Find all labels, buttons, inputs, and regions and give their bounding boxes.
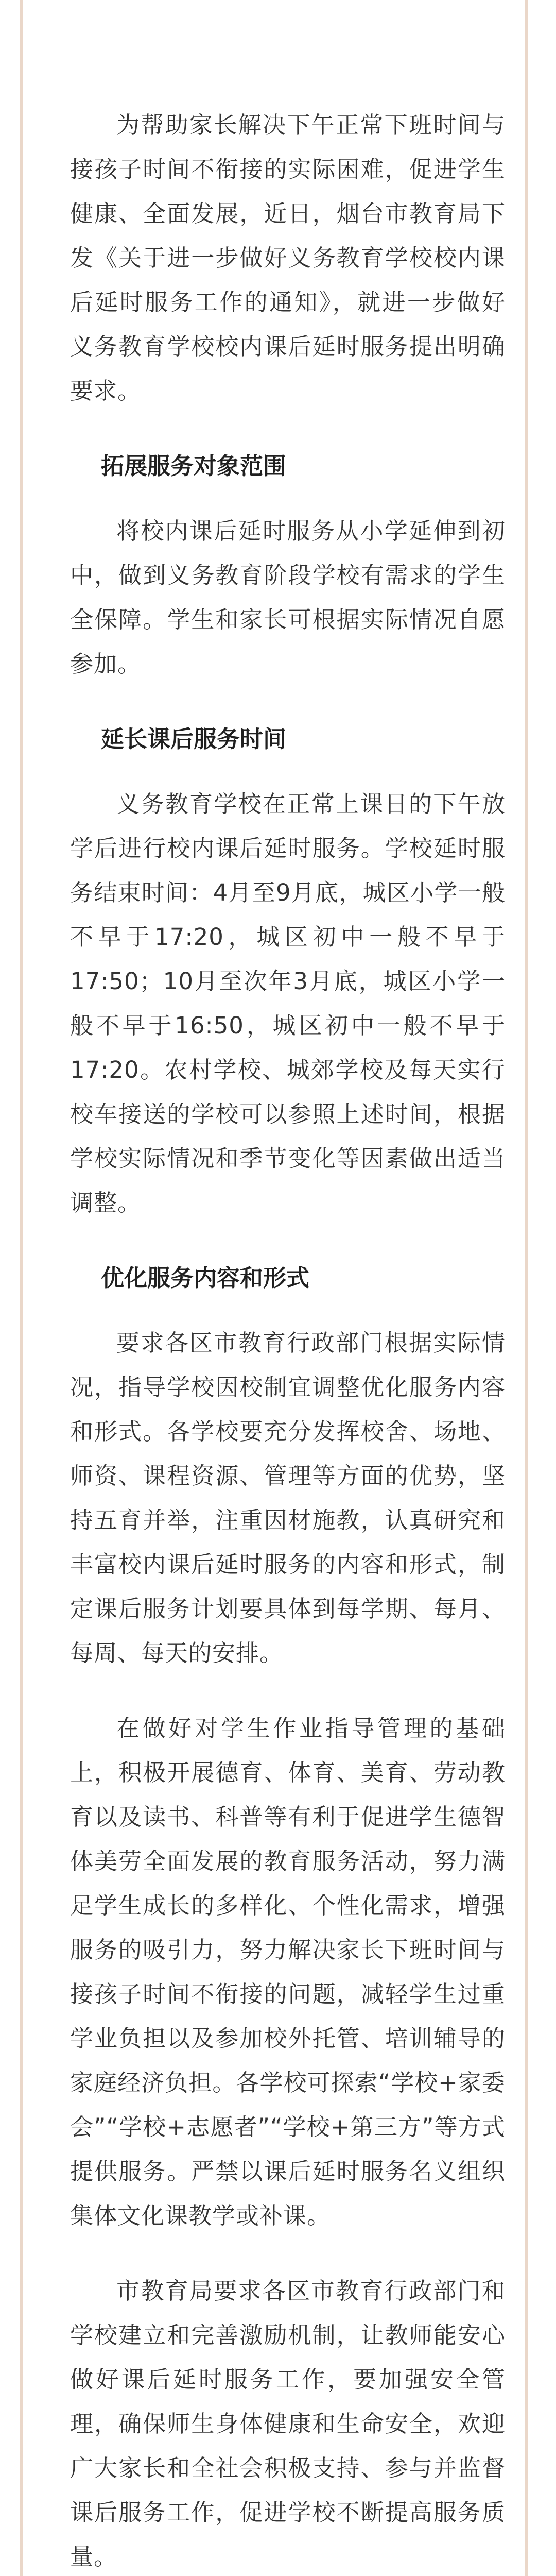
section-heading-time: 延长课后服务时间 [101,725,287,753]
section-paragraph-time: 义务教育学校在正常上课日的下午放学后进行校内课后延时服务。学校延时服务结束时间：4月至9月底，城区小学一般不早于17:20，城区初中一般不早于17:50；10月至次年3月底，城区小学一般不早于16:50，城区初中一般不早于17:20。农村学校、城郊学校及每天实行校车接送的学校可以参照上述时间，根据学校实际情况和季节变化等因素做出适当调整。 [70,790,506,1216]
section-heading-content: 优化服务内容和形式 [101,1264,310,1292]
section-paragraph-content-1: 要求各区市教育行政部门根据实际情况，指导学校因校制宜调整优化服务内容和形式。各学校要充分发挥校舍、场地、师资、课程资源、管理等方面的优势，坚持五育并举，注重因材施教，认真研究和丰富校内课后延时服务的内容和形式，制定课后服务计划要具体到每学期、每月、每周、每天的安排。 [70,1329,506,1667]
section-paragraph-content-3: 市教育局要求各区市教育行政部门和学校建立和完善激励机制，让教师能安心做好课后延时服务工作，要加强安全管理，确保师生身体健康和生命安全，欢迎广大家长和全社会积极支持、参与并监督课后服务工作，促进学校不断提高服务质量。 [70,2277,506,2570]
section-heading-scope: 拓展服务对象范围 [101,452,287,480]
article-body [70,103,506,2576]
section-paragraph-scope: 将校内课后延时服务从小学延伸到初中，做到义务教育阶段学校有需求的学生全保障。学生和家长可根据实际情况自愿参加。 [70,517,506,677]
intro-paragraph: 为帮助家长解决下午正常下班时间与接孩子时间不衔接的实际困难，促进学生健康、全面发展，近日，烟台市教育局下发《关于进一步做好义务教育学校校内课后延时服务工作的通知》，就进一步做好义务教育学校校内课后延时服务提出明确要求。 [70,111,506,404]
section-paragraph-content-2: 在做好对学生作业指导管理的基础上，积极开展德育、体育、美育、劳动教育以及读书、科普等有利于促进学生德智体美劳全面发展的教育服务活动，努力满足学生成长的多样化、个性化需求，增强服务的吸引力，努力解决家长下班时间与接孩子时间不衔接的问题，减轻学生过重学业负担以及参加校外托管、培训辅导的家庭经济负担。各学校可探索“学校+家委会”“学校+志愿者”“学校+第三方”等方式提供服务。严禁以课后延时服务名义组织集体文化课教学或补课。 [70,1715,506,2229]
